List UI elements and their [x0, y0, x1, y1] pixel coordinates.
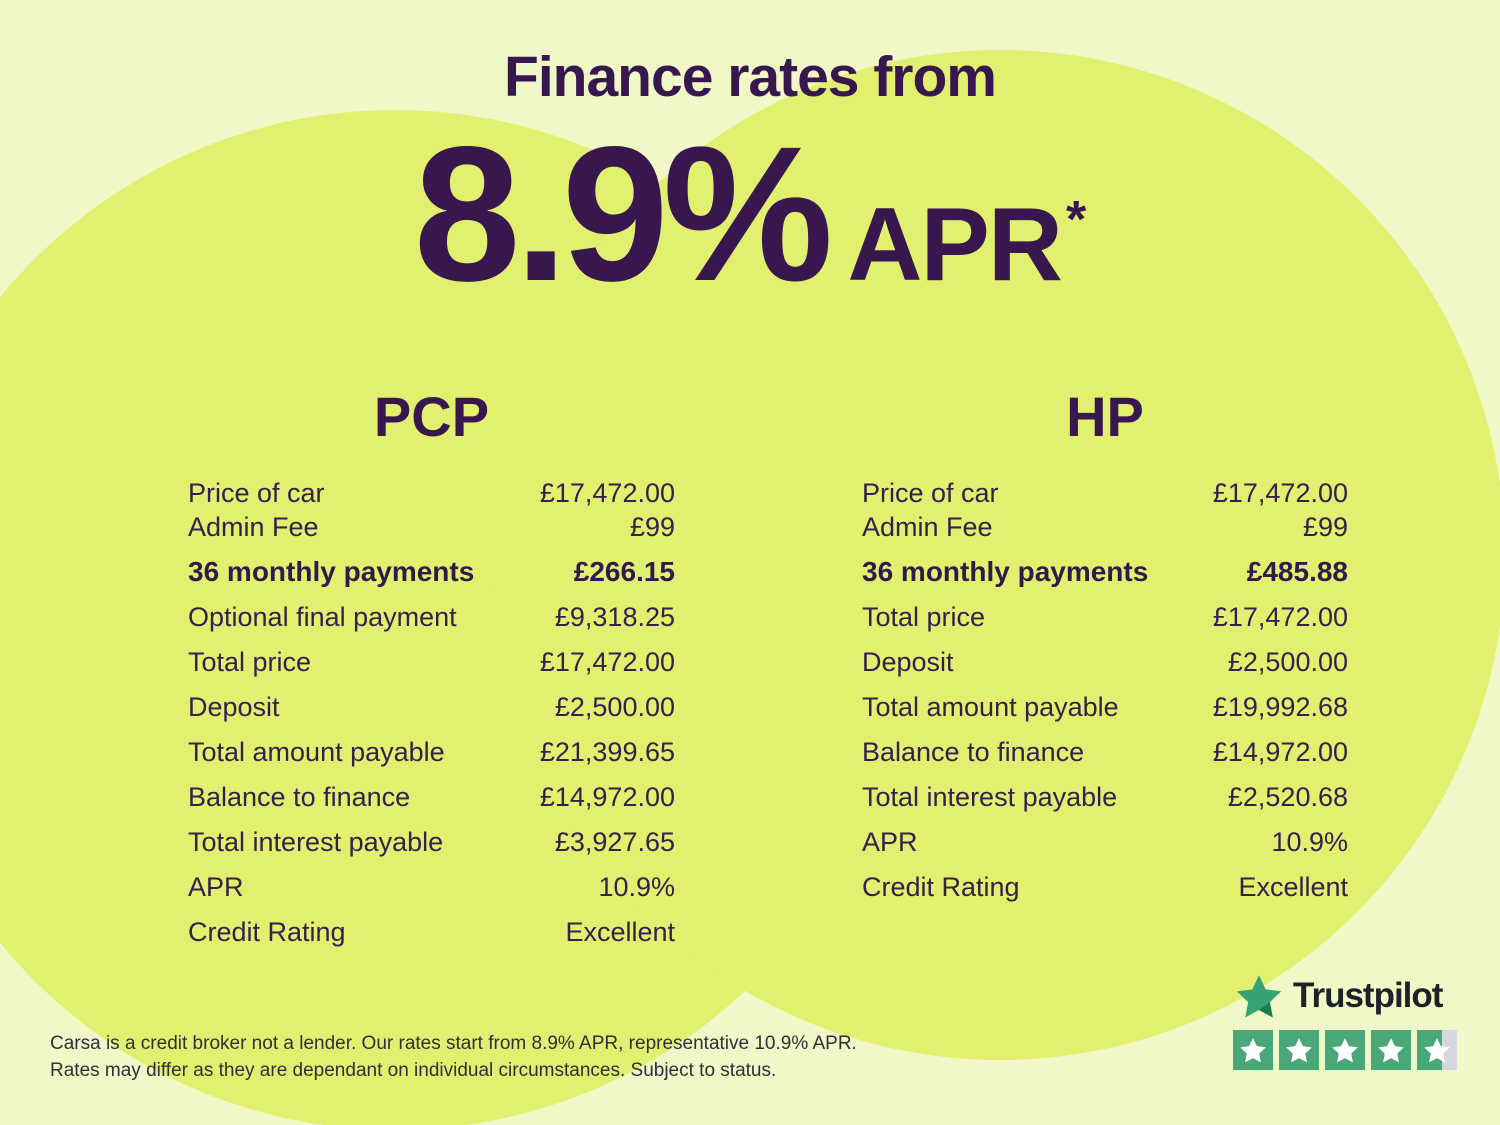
row-label: Admin Fee — [188, 512, 319, 542]
trustpilot-badge — [1233, 970, 1457, 1070]
row-value: £99 — [1302, 512, 1348, 542]
table-row — [862, 476, 1348, 510]
trustpilot-wordmark: Trustpilot — [1293, 976, 1443, 1015]
row-label: 36 monthly payments — [188, 556, 475, 587]
row-value: £2,500.00 — [554, 692, 675, 722]
row-value: £17,472.00 — [539, 478, 675, 508]
headline-rate — [0, 106, 1500, 321]
row-label: Balance to finance — [188, 782, 411, 812]
row-value: £14,972.00 — [1212, 737, 1348, 767]
row-label: Total interest payable — [188, 827, 444, 857]
rating-star-icon — [1238, 1035, 1268, 1065]
row-value: 10.9% — [1271, 827, 1348, 857]
rating-star-icon — [1284, 1035, 1314, 1065]
rating-star-square — [1279, 1030, 1319, 1070]
row-value: £9,318.25 — [554, 602, 675, 632]
row-value: £14,972.00 — [539, 782, 675, 812]
hp-table-title: HP — [1066, 385, 1144, 448]
table-row — [188, 645, 675, 679]
rating-star-icon — [1330, 1035, 1360, 1065]
row-value: Excellent — [1238, 872, 1348, 902]
rating-star-square — [1233, 1030, 1273, 1070]
row-value: 10.9% — [598, 872, 675, 902]
row-value: £3,927.65 — [554, 827, 675, 857]
rating-star-icon — [1376, 1035, 1406, 1065]
row-label: Total amount payable — [862, 692, 1119, 722]
row-label: Credit Rating — [188, 917, 346, 947]
row-value: £2,520.68 — [1227, 782, 1348, 812]
apr-text: APR — [847, 187, 1061, 303]
rating-star-square — [1325, 1030, 1365, 1070]
row-label: Balance to finance — [862, 737, 1085, 767]
headline-rate-value: 8.9% — [413, 106, 828, 321]
table-row — [188, 825, 675, 859]
table-row — [862, 870, 1348, 904]
banner-header — [0, 0, 1500, 321]
disclaimer-line-1: Carsa is a credit broker not a lender. Our rates start from 8.9% APR, representative 10.9% APR. — [50, 1033, 857, 1054]
row-label: Deposit — [862, 647, 954, 677]
table-row — [862, 645, 1348, 679]
row-label: Price of car — [862, 478, 999, 508]
table-row — [188, 780, 675, 814]
pcp-table — [188, 385, 675, 949]
row-label: Total interest payable — [862, 782, 1118, 812]
hp-table — [862, 385, 1348, 904]
table-row — [188, 476, 675, 510]
row-value: £21,399.65 — [539, 737, 675, 767]
row-value: £17,472.00 — [1212, 478, 1348, 508]
row-value: Excellent — [565, 917, 675, 947]
row-value: £17,472.00 — [539, 647, 675, 677]
row-label: Optional final payment — [188, 602, 457, 632]
row-value: £17,472.00 — [1212, 602, 1348, 632]
table-row — [188, 690, 675, 724]
table-row — [188, 600, 675, 634]
row-value: £266.15 — [573, 556, 675, 587]
row-value: £2,500.00 — [1227, 647, 1348, 677]
row-label: Total amount payable — [188, 737, 445, 767]
disclaimer — [50, 1030, 857, 1084]
trustpilot-logo — [1233, 970, 1457, 1022]
table-row — [188, 555, 675, 589]
row-label: Admin Fee — [862, 512, 993, 542]
row-value: £99 — [629, 512, 675, 542]
row-label: APR — [862, 827, 918, 857]
row-label: Total price — [188, 647, 312, 677]
header-eyebrow: Finance rates from — [504, 45, 996, 109]
row-label: Price of car — [188, 478, 325, 508]
rating-star-square-partial — [1417, 1030, 1457, 1070]
table-row — [862, 690, 1348, 724]
rating-star-square — [1371, 1030, 1411, 1070]
table-row — [188, 735, 675, 769]
table-row — [188, 510, 675, 544]
row-label: Deposit — [188, 692, 280, 722]
pcp-table-title: PCP — [373, 385, 490, 448]
rating-star-icon — [1422, 1035, 1452, 1065]
row-label: APR — [188, 872, 244, 902]
headline-apr-label — [847, 186, 1086, 305]
table-row — [188, 915, 675, 949]
disclaimer-line-2: Rates may differ as they are dependant on individual circumstances. Subject to status. — [50, 1060, 777, 1081]
row-label: Total price — [862, 602, 986, 632]
table-row — [188, 870, 675, 904]
table-row — [862, 555, 1348, 589]
table-row — [862, 510, 1348, 544]
table-row — [862, 735, 1348, 769]
trustpilot-star-icon — [1233, 970, 1285, 1022]
table-row — [862, 600, 1348, 634]
row-label: 36 monthly payments — [862, 556, 1149, 587]
table-row — [862, 825, 1348, 859]
row-label: Credit Rating — [862, 872, 1020, 902]
table-row — [862, 780, 1348, 814]
apr-asterisk: * — [1065, 191, 1087, 250]
trustpilot-rating-stars — [1233, 1030, 1457, 1070]
row-value: £485.88 — [1246, 556, 1348, 587]
row-value: £19,992.68 — [1212, 692, 1348, 722]
